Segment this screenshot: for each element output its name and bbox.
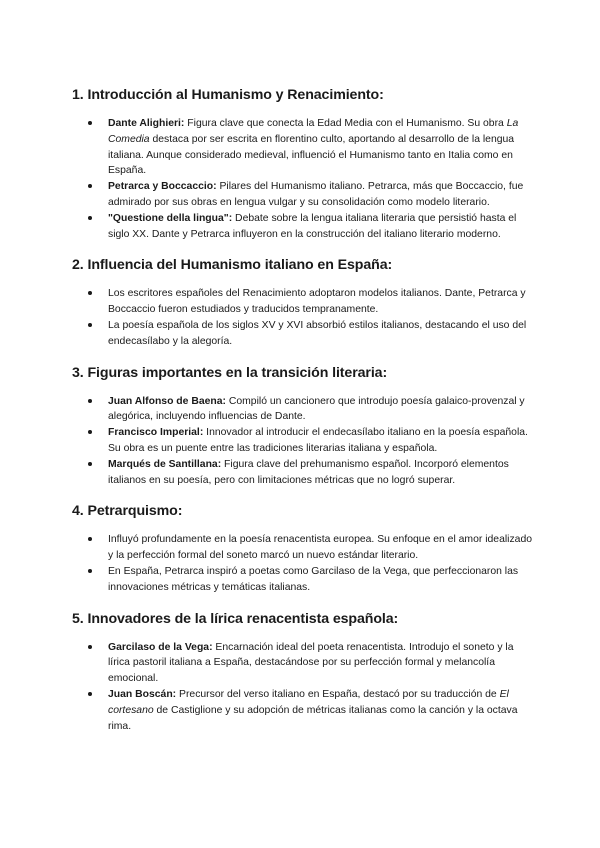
bullet-icon [88, 184, 92, 188]
item-term: Juan Alfonso de Baena: [108, 395, 226, 407]
item-text: destaca por ser escrita en florentino culto, aportando al desarrollo de la lengua italiana. Aunque considerado medieval, influenció el Humanismo tanto en Italia como en España. [108, 133, 515, 177]
item-text: Los escritores españoles del Renacimiento adoptaron modelos italianos. Dante, Petrarca y Boccaccio fueron estudiados y traducidos tempranamente. [108, 288, 526, 316]
item-text: En España, Petrarca inspiró a poetas como Garcilaso de la Vega, que perfeccionaron las innovaciones métricas y temáticas italianas. [108, 565, 519, 593]
section-4 [72, 502, 532, 595]
item-text: Figura clave que conecta la Edad Media con el Humanismo. Su obra [184, 118, 507, 129]
item-term: Garcilaso de la Vega: [108, 641, 213, 653]
bullet-icon [88, 645, 92, 649]
section-title: 5. Innovadores de la lírica renacentista española: [72, 610, 399, 627]
bullet-icon [88, 216, 92, 220]
document-page [72, 86, 532, 748]
bullet-icon [88, 430, 92, 434]
item-text: Compiló un cancionero que introdujo poesía galaico-provenzal y alegórica, incluyendo influencias de Dante. [108, 395, 525, 423]
section-title: 2. Influencia del Humanismo italiano en España: [72, 257, 393, 274]
item-text: Figura clave del prehumanismo español. Incorporó elementos italianos en su poesía, pero con limitaciones métricas que no logró superar. [108, 458, 509, 486]
bullet-icon [88, 323, 92, 327]
bullet-icon [88, 291, 92, 295]
section-2 [72, 256, 532, 349]
bullet-list [72, 394, 532, 489]
list-item [72, 179, 532, 211]
item-term: Francisco Imperial: [108, 427, 204, 439]
bullet-icon [88, 399, 92, 403]
item-text: Precursor del verso italiano en España, destacó por su traducción de [176, 688, 500, 700]
bullet-list [72, 286, 532, 349]
section-5 [72, 610, 532, 735]
list-item [72, 286, 532, 318]
bullet-icon [88, 569, 92, 573]
item-italic: El cortesano [108, 688, 509, 716]
list-item [72, 318, 532, 350]
list-item [72, 564, 532, 596]
list-item [72, 425, 532, 457]
bullet-icon [88, 121, 92, 125]
bullet-icon [88, 692, 92, 696]
list-item [72, 394, 532, 426]
list-item [72, 211, 532, 243]
item-text: Encarnación ideal del poeta renacentista. Introdujo el soneto y la lírica pastoril italiana a España, destacándose por su perfección formal y melancolía emocional. [108, 641, 514, 685]
bullet-icon [88, 462, 92, 466]
list-item [72, 532, 532, 564]
section-1 [72, 86, 532, 242]
item-term: "Questione della lingua": [108, 212, 233, 224]
list-item [72, 640, 532, 687]
section-title: 4. Petrarquismo: [72, 503, 183, 520]
item-text: Pilares del Humanismo italiano. Petrarca, más que Boccaccio, fue admirado por sus obras en lengua vulgar y su consolidación como modelo literario. [108, 181, 524, 208]
list-item [72, 687, 532, 734]
section-title: 3. Figuras importantes en la transición literaria: [72, 364, 388, 381]
list-item [72, 457, 532, 489]
item-text: Influyó profundamente en la poesía renacentista europea. Su enfoque en el amor idealizado y la perfección formal del soneto marcó un nuevo estándar literario. [108, 534, 533, 562]
item-term: Juan Boscán: [108, 688, 177, 700]
item-term: Dante Alighieri: [108, 118, 185, 129]
bullet-list [72, 640, 532, 735]
item-text: de Castiglione y su adopción de métricas italianas como la canción y la octava rima. [108, 704, 518, 732]
section-title: 1. Introducción al Humanismo y Renacimiento: [72, 87, 384, 103]
list-item [72, 116, 532, 179]
item-text: La poesía española de los siglos XV y XVI absorbió estilos italianos, destacando el uso del endecasílabo y la alegoría. [108, 319, 527, 347]
item-term: Petrarca y Boccaccio: [108, 181, 217, 193]
item-term: Marqués de Santillana: [108, 458, 222, 470]
bullet-list [72, 116, 532, 242]
bullet-list [72, 532, 532, 595]
item-text: Debate sobre la lengua italiana literaria que persistió hasta el siglo XX. Dante y Petrarca influyeron en la construcción del italiano literario moderno. [108, 212, 517, 240]
item-italic: La Comedia [108, 118, 519, 145]
section-3 [72, 364, 532, 489]
item-text: Innovador al introducir el endecasílabo italiano en la poesía española. Su obra es un puente entre las tradiciones literarias italiana y española. [108, 427, 528, 454]
bullet-icon [88, 537, 92, 541]
